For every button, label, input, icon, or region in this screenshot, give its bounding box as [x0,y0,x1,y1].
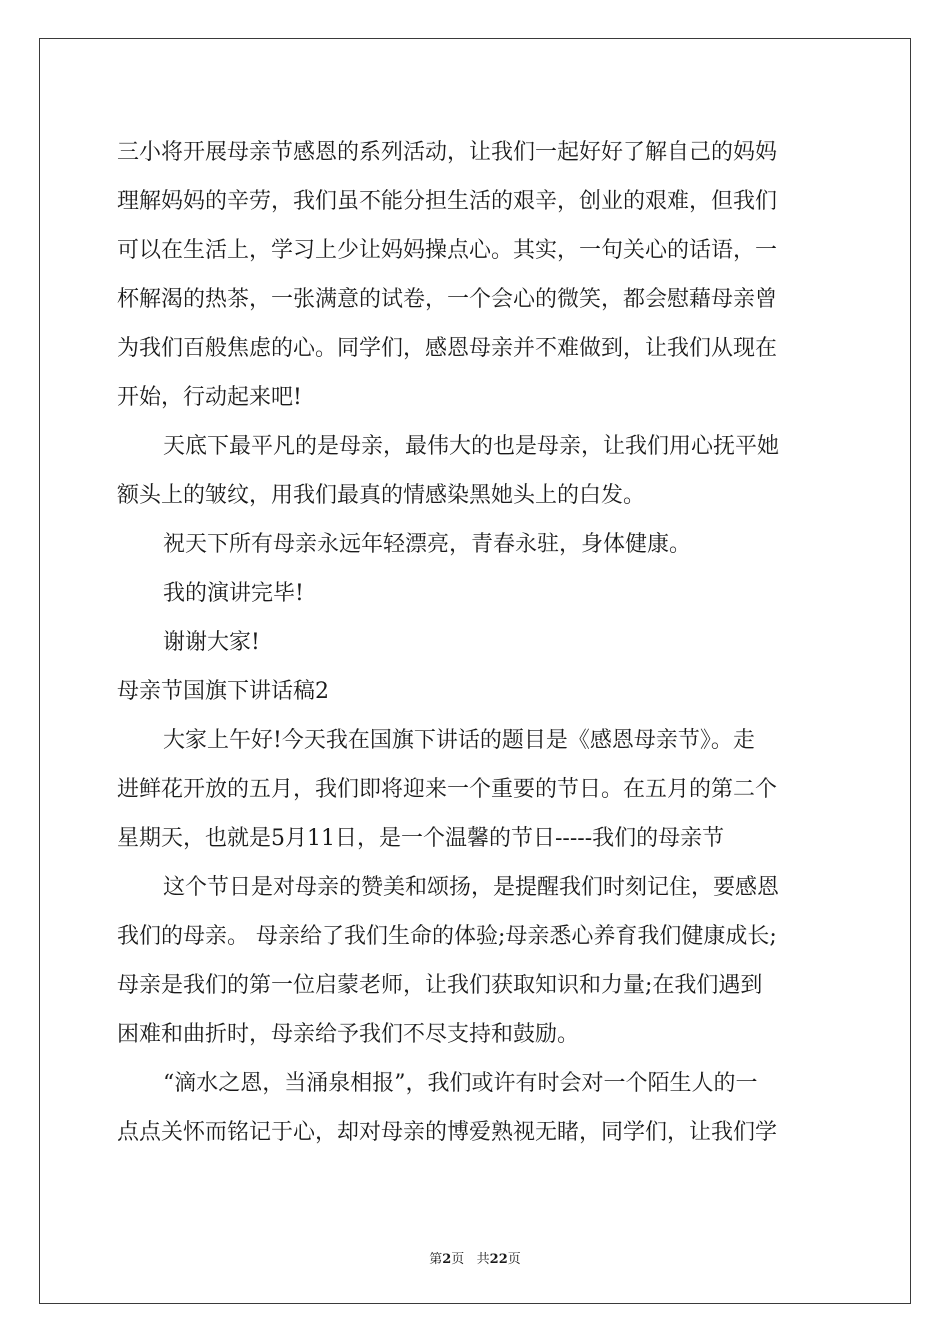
text-line: 母亲是我们的第一位启蒙老师，让我们获取知识和力量;在我们遇到 [117,973,763,998]
text-line: 我们的母亲。 母亲给了我们生命的体验;母亲悉心养育我们健康成长; [117,924,777,949]
paragraph-start: 祝天下所有母亲永远年轻漂亮，青春永驻，身体健康。 [163,532,692,557]
page-footer [0,1248,950,1267]
paragraph-start: 我的演讲完毕! [163,581,304,606]
current-page-number: 2 [442,1252,452,1267]
text-line: 额头上的皱纹，用我们最真的情感染黑她头上的白发。 [117,483,646,508]
footer-prefix: 第 [429,1252,443,1267]
text-line: 三小将开展母亲节感恩的系列活动，让我们一起好好了解自己的妈妈 [117,140,778,165]
footer-mid: 页 共 [451,1252,490,1267]
text-line: 点点关怀而铭记于心，却对母亲的博爱熟视无睹，同学们，让我们学 [117,1120,778,1145]
paragraph-start: 大家上午好!今天我在国旗下讲话的题目是《感恩母亲节》。走 [163,728,755,753]
text-line: 为我们百般焦虑的心。同学们，感恩母亲并不难做到，让我们从现在 [117,336,778,361]
text-line: 可以在生活上，学习上少让妈妈操点心。其实，一句关心的话语，一 [117,238,778,263]
text-line: 理解妈妈的辛劳，我们虽不能分担生活的艰辛，创业的艰难，但我们 [117,189,778,214]
paragraph-start: “滴水之恩，当涌泉相报”，我们或许有时会对一个陌生人的一 [163,1071,758,1096]
text-line: 杯解渴的热茶，一张满意的试卷，一个会心的微笑，都会慰藉母亲曾 [117,287,778,312]
section-heading: 母亲节国旗下讲话稿2 [117,679,329,704]
text-line: 星期天，也就是5月11日，是一个温馨的节日-----我们的母亲节 [117,826,725,851]
text-line: 困难和曲折时，母亲给予我们不尽支持和鼓励。 [117,1022,580,1047]
text-line: 进鲜花开放的五月，我们即将迎来一个重要的节日。在五月的第二个 [117,777,778,802]
document-body [117,128,852,1157]
paragraph-start: 谢谢大家! [163,630,260,655]
total-page-count: 22 [489,1252,508,1267]
text-line: 开始，行动起来吧! [117,385,302,410]
paragraph-start: 天底下最平凡的是母亲，最伟大的也是母亲，让我们用心抚平她 [163,434,780,459]
paragraph-start: 这个节日是对母亲的赞美和颂扬，是提醒我们时刻记住，要感恩 [163,875,780,900]
footer-suffix: 页 [507,1252,521,1267]
